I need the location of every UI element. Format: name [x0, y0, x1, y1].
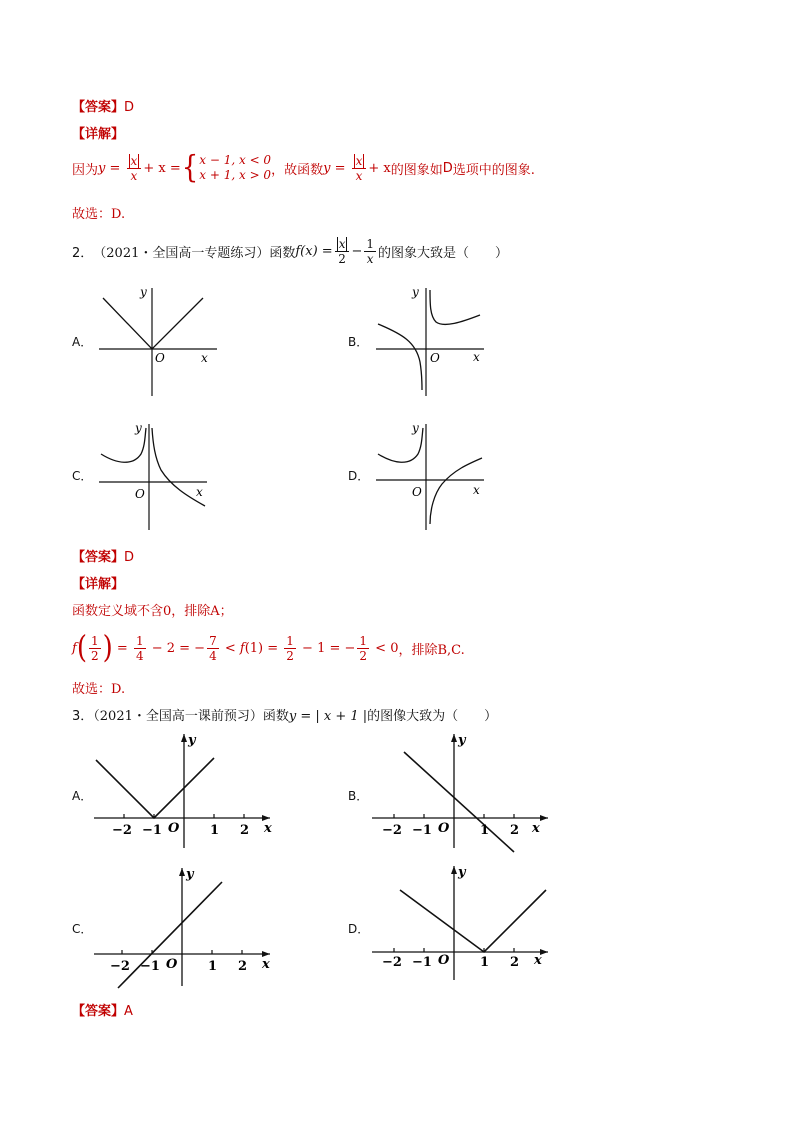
tick-label: −2 [382, 823, 402, 838]
q3-option-d-label: D． [348, 922, 370, 936]
q3-option-a-label: A． [72, 789, 93, 803]
q3-option-c-label: C． [72, 922, 93, 936]
q2-graph-a [95, 282, 225, 400]
q2-answer-line [72, 546, 134, 565]
q2-option-b-label: B． [348, 335, 369, 349]
detail-prefix: 因为 [72, 162, 99, 178]
tick-label: 1 [210, 823, 220, 838]
q2-number: 2． [72, 245, 94, 261]
q2-source: （2021・全国高一专题练习）函数 [93, 245, 296, 261]
answer-value: D [124, 100, 135, 115]
answer-value: D [124, 550, 135, 565]
den-x: x [130, 168, 138, 183]
answer-value: A [124, 1004, 133, 1019]
tick-label: −1 [142, 823, 162, 838]
answer-tag: 【答案】 [72, 1004, 125, 1019]
q3-graph-c [90, 864, 280, 989]
q3-graph-d [368, 862, 558, 984]
q2-option-a-label: A． [72, 335, 93, 349]
abs-x: x [355, 153, 363, 168]
origin-label: O [412, 485, 422, 499]
q2-graph-d [372, 418, 492, 533]
case-2: x + 1, x > 0 [199, 168, 272, 182]
tick-label: 2 [510, 823, 520, 838]
origin-label: O [438, 953, 450, 968]
eq-y: y [98, 160, 106, 176]
abs-x: x [130, 153, 138, 168]
q3-number: 3． [72, 709, 94, 724]
axis-y-label: y [412, 421, 419, 435]
q2-func: f(x) = [295, 243, 333, 259]
q3-func: y = | x + 1 | [288, 709, 368, 724]
q2-graph-b [372, 282, 492, 397]
answer-tag: 【答案】 [72, 550, 125, 565]
origin-label: O [168, 821, 180, 836]
tick-label: 1 [480, 955, 490, 970]
tick-label: 1 [480, 823, 490, 838]
q2-conclusion: 故选：D. [72, 682, 126, 697]
case-1: x − 1, x < 0 [199, 153, 272, 167]
q2-frac2 [364, 237, 376, 266]
axis-x-label: x [473, 483, 480, 497]
q3-answer-line [72, 1000, 133, 1019]
frac2-num: 1 [366, 236, 375, 251]
tick-label: 2 [240, 823, 250, 838]
axis-y-label: y [458, 733, 466, 748]
origin-label: O [438, 821, 450, 836]
q2-tail: 的图象大致是（ ） [378, 245, 509, 261]
axis-y-label: y [458, 865, 466, 880]
q1-detail-tag [72, 123, 124, 142]
q1-detail-line: 因为 y = $\frac{x}{x}$ + x = { x − 1, x < 0 x + 1, x > 0 ，故函数 y = $\frac{x}{x}$ + x 的图象如 D 选项中的图象. [72, 150, 535, 186]
eq-plus-x: + x = [143, 160, 181, 176]
piecewise-brace: { [181, 150, 199, 186]
q2-detail-line2: f ( $\frac{1}{2}$ ) = $\frac{1}{4}$ − 2 = − $\frac{7}{4}$ < f (1) = $\frac{1}{2}$ − 1 = − $\frac{1}{2}$ < 0 ，排除B,C. [72, 630, 465, 666]
q2-stem: 2． （2021・全国高一专题练习）函数 f(x) = $\frac{x}{2}$ − $\frac{1}{x}$ 的图象大致是（ ） [72, 236, 509, 266]
axis-y-label: y [412, 285, 419, 299]
axis-x-label: x [262, 957, 270, 972]
tick-label: −1 [140, 959, 160, 974]
detail-tag: 【详解】 [72, 577, 125, 592]
frac2-den: x [366, 251, 374, 266]
q2-option-d-label: D． [348, 469, 370, 483]
tick-label: −1 [412, 955, 432, 970]
tick-label: −1 [412, 823, 432, 838]
tick-label: 2 [238, 959, 248, 974]
q1-answer-line [72, 96, 134, 115]
axis-x-label: x [473, 350, 480, 364]
origin-label: O [430, 351, 440, 365]
q2-frac1 [335, 237, 350, 266]
detail-mid: ，故函数 [271, 162, 324, 178]
detail-line2-tail: ，排除B,C. [398, 642, 465, 658]
detail-letter: D [442, 160, 453, 176]
origin-label: O [135, 487, 145, 501]
fraction-absx-over-x [127, 154, 142, 183]
q2-detail-tag [72, 573, 124, 592]
q3-tail: 的图像大致为（ ） [367, 709, 498, 724]
detail-end: 选项中的图象. [452, 162, 535, 178]
eq2-tail: + x [368, 160, 391, 176]
q2-option-c-label: C． [72, 469, 93, 483]
axis-y-label: y [135, 421, 142, 435]
den-x: x [355, 168, 363, 183]
axis-y-label: y [186, 867, 194, 882]
axis-y-label: y [140, 285, 147, 299]
q2-detail-line1: 函数定义域不含0，排除A； [72, 604, 233, 619]
q3-option-b-label: B． [348, 789, 369, 803]
axis-x-label: x [201, 351, 208, 365]
eq2-y: y [323, 160, 331, 176]
frac1-num: x [338, 236, 346, 251]
q3-source: （2021・全国高一课前预习）函数 [93, 709, 289, 724]
axis-y-label: y [188, 733, 196, 748]
q3-graph-a [90, 730, 280, 852]
tick-label: 2 [510, 955, 520, 970]
origin-label: O [155, 351, 165, 365]
axis-x-label: x [264, 821, 272, 836]
fraction2-absx-over-x [352, 154, 367, 183]
q1-conclusion: 故选：D. [72, 207, 126, 222]
origin-label: O [166, 957, 178, 972]
q3-stem [72, 705, 497, 724]
detail-suffix: 的图象如 [390, 162, 443, 178]
tick-label: −2 [112, 823, 132, 838]
q3-graph-b [368, 730, 558, 852]
tick-label: −2 [382, 955, 402, 970]
tick-label: 1 [208, 959, 218, 974]
answer-tag: 【答案】 [72, 100, 125, 115]
axis-x-label: x [534, 953, 542, 968]
tick-label: −2 [110, 959, 130, 974]
q2-graph-c [95, 418, 215, 533]
axis-x-label: x [196, 485, 203, 499]
piecewise-cases [199, 153, 271, 183]
axis-x-label: x [532, 821, 540, 836]
detail-tag: 【详解】 [72, 127, 125, 142]
frac1-den: 2 [338, 251, 346, 266]
